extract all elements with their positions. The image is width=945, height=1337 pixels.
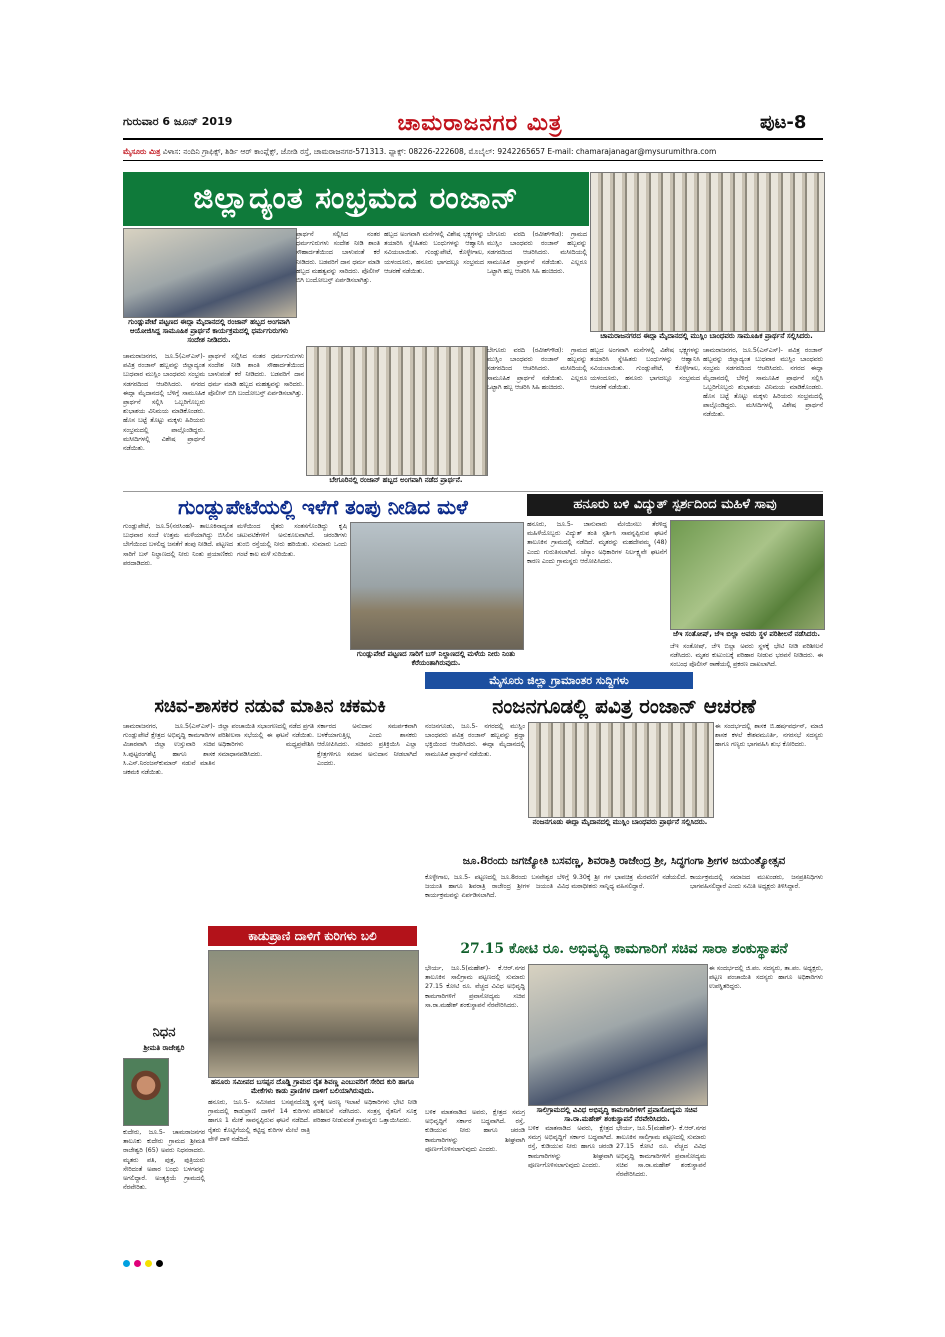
works-headline: 27.15 ಕೋಟಿ ರೂ. ಅಭಿವೃದ್ಧಿ ಕಾಮಗಾರಿಗೆ ಸಚಿವ ಸಾರಾ ಶಂಕುಸ್ಥಾಪನೆ bbox=[460, 941, 788, 957]
lead-banner: ಜಿಲ್ಲಾದ್ಯಂತ ಸಂಭ್ರಮದ ರಂಜಾನ್ bbox=[123, 172, 589, 226]
lead-photo2-caption: ಚಾಮರಾಜನಗರದ ಈದ್ಗಾ ಮೈದಾನದಲ್ಲಿ ಮುಸ್ಲಿಂ ಬಾಂಧವರು ಸಾಮೂಹಿಕ ಪ್ರಾರ್ಥನೆ ಸಲ್ಲಿಸಿದರು. bbox=[600, 332, 813, 340]
obituary-portrait bbox=[123, 1058, 169, 1126]
works-col1b: ಬಳಿಕ ಮಾತನಾಡಿದ ಅವರು, ಕ್ಷೇತ್ರದ ಸಮಗ್ರ ಅಭಿವೃದ್ಧಿಗೆ ಸರ್ಕಾರ ಬದ್ಧವಾಗಿದೆ. ರಸ್ತೆ, ಕುಡಿಯುವ ನೀರು ಹಾಗೂ ಚರಂಡಿ ಕಾಮಗಾರಿಗಳನ್ನು ಶೀಘ್ರವಾಗಿ ಪೂರ್ಣಗೊಳಿಸಲಾಗುವುದು ಎಂದರು. bbox=[425, 1109, 525, 1153]
lead-col6: ಚಾಮರಾಜನಗರ, ಜೂ.5(ಎಸ್‍ಎಸ್)- ಪವಿತ್ರ ರಂಜಾನ್ ಹಬ್ಬವನ್ನು ಜಿಲ್ಲಾದ್ಯಂತ ಬುಧವಾರ ಮುಸ್ಲಿಂ ಬಾಂಧವರು ಸಂಭ್ರಮ ಸಡಗರದಿಂದ ಆಚರಿಸಿದರು. ನಗರದ ಈದ್ಗಾ ಮೈದಾನದಲ್ಲಿ ಬೆಳಿಗ್ಗೆ ಸಾಮೂಹಿಕ ಪ್ರಾರ್ಥನೆ ಸಲ್ಲಿಸಿ ಒಬ್ಬರಿಗೊಬ್ಬರು ಶುಭಾಶಯ ವಿನಿಮಯ ಮಾಡಿಕೊಂಡರು. ಹೊಸ ಬಟ್ಟೆ ತೊಟ್ಟು ಮಕ್ಕಳು ಹಿರಿಯರು ಸಂಭ್ರಮದಲ್ಲಿ ಪಾಲ್ಗೊಂಡಿದ್ದರು. ಮಸೀದಿಗಳಲ್ಲಿ ವಿಶೇಷ ಪ್ರಾರ್ಥನೆ ನಡೆಯಿತು. bbox=[703, 347, 823, 419]
lead-col1: ಚಾಮರಾಜನಗರ, ಜೂ.5(ಎಸ್‍ಎಸ್)- ಪವಿತ್ರ ರಂಜಾನ್ ಹಬ್ಬವನ್ನು ಜಿಲ್ಲಾದ್ಯಂತ ಬುಧವಾರ ಮುಸ್ಲಿಂ ಬಾಂಧವರು ಸಂಭ್ರಮ ಸಡಗರದಿಂದ ಆಚರಿಸಿದರು. ನಗರದ ಈದ್ಗಾ ಮೈದಾನದಲ್ಲಿ ಬೆಳಿಗ್ಗೆ ಸಾಮೂಹಿಕ ಪ್ರಾರ್ಥನೆ ಸಲ್ಲಿಸಿ ಒಬ್ಬರಿಗೊಬ್ಬರು ಶುಭಾಶಯ ವಿನಿಮಯ ಮಾಡಿಕೊಂಡರು. ಹೊಸ ಬಟ್ಟೆ ತೊಟ್ಟು ಮಕ್ಕಳು ಹಿರಿಯರು ಸಂಭ್ರಮದಲ್ಲಿ ಪಾಲ್ಗೊಂಡಿದ್ದರು. ಮಸೀದಿಗಳಲ್ಲಿ ವಿಶೇಷ ಪ್ರಾರ್ಥನೆ ನಡೆಯಿತು. bbox=[123, 353, 205, 453]
electric-col1: ಹನೂರು, ಜೂ.5- ಜಾನುವಾರು ಮೇಯಿಸಲು ತೆರಳಿದ್ದ ಮಹಿಳೆಯೊಬ್ಬರು ವಿದ್ಯುತ್ ತಂತಿ ಸ್ಪರ್ಶಿಸಿ ಸಾವನ್ನಪ್ಪಿರುವ ಘಟನೆ ತಾಲೂಕಿನ ಗ್ರಾಮದಲ್ಲಿ ನಡೆದಿದೆ. ಮೃತರನ್ನು ಮಹದೇವಮ್ಮ (48) ಎಂದು ಗುರುತಿಸಲಾಗಿದೆ. ಚೆಸ್ಕಾಂ ಅಧಿಕಾರಿಗಳ ನಿರ್ಲಕ್ಷ್ಯವೇ ಘಟನೆಗೆ ಕಾರಣ ಎಂದು ಗ್ರಾಮಸ್ಥರು ಆರೋಪಿಸಿದರು. bbox=[527, 521, 667, 565]
electric-headline: ಹನೂರು ಬಳಿ ವಿದ್ಯುತ್ ಸ್ಪರ್ಶದಿಂದ ಮಹಿಳೆ ಸಾವು bbox=[527, 494, 823, 516]
paper-masthead: ಚಾಮರಾಜನಗರ ಮಿತ್ರ bbox=[397, 110, 563, 136]
works-col1: ಭೇರ್ಯ, ಜೂ.5(ಮಹೇಶ್)- ಕೆ.ಆರ್.ನಗರ ತಾಲೂಕಿನ ಸಾಲಿಗ್ರಾಮ ಪಟ್ಟಣದಲ್ಲಿ ಸುಮಾರು 27.15 ಕೋಟಿ ರೂ. ವೆಚ್ಚದ ವಿವಿಧ ಅಭಿವೃದ್ಧಿ ಕಾಮಗಾರಿಗಳಿಗೆ ಪ್ರವಾಸೋದ್ಯಮ ಸಚಿವ ಸಾ.ರಾ.ಮಹೇಶ್ ಶಂಕುಸ್ಥಾಪನೆ ನೆರವೇರಿಸಿದರು. bbox=[425, 965, 525, 1009]
nanjangud-headline: ನಂಜನಗೂಡಲ್ಲಿ ಪವಿತ್ರ ರಂಜಾನ್ ಆಚರಣೆ bbox=[492, 694, 756, 718]
lead-photo1-caption: ಗುಂಡ್ಲುಪೇಟೆ ಪಟ್ಟಣದ ಈದ್ಗಾ ಮೈದಾನದಲ್ಲಿ ರಂಜಾನ್ ಹಬ್ಬದ ಅಂಗವಾಗಿ ಆಯೋಜಿಸಿದ್ದ ಸಾಮೂಹಿಕ ಪ್ರಾರ್ಥನೆ ಕಾರ್ಯಕ್ರಮದಲ್ಲಿ ಧರ್ಮಗುರುಗಳು ಸಂದೇಶ ನೀಡಿದರು. bbox=[128, 318, 290, 344]
sheep-col1: ಹನೂರು, ಜೂ.5- ಸಮೀಪದ ಬಸಪ್ಪನದೊಡ್ಡಿ ಗ್ರಾಮದಲ್ಲಿ ಕಾಡುಪ್ರಾಣಿ ದಾಳಿಗೆ 14 ಕುರಿಗಳು ಹಾಗೂ 1 ಮೇಕೆ ಸಾವನ್ನಪ್ಪಿರುವ ಘಟನೆ ನಡೆದಿದೆ. ರೈತರು ಕೊಟ್ಟಿಗೆಯಲ್ಲಿ ಕಟ್ಟಿದ್ದ ಕುರಿಗಳ ಮೇಲೆ ರಾತ್ರಿ ವೇಳೆ ದಾಳಿ ನಡೆದಿದೆ. bbox=[208, 1099, 310, 1143]
magenta-dot bbox=[134, 1260, 141, 1267]
lead-photo-begur bbox=[306, 346, 488, 476]
nanjangud-photo-caption: ನಂಜನಗೂಡು ಈದ್ಗಾ ಮೈದಾನದಲ್ಲಿ ಮುಸ್ಲಿಂ ಬಾಂಧವರು ಪ್ರಾರ್ಥನೆ ಸಲ್ಲಿಸಿದರು. bbox=[532, 818, 708, 826]
lead-photo-crowd bbox=[590, 172, 825, 332]
birthday-headline: ಜೂ.8ರಂದು ಜಗಜ್ಯೋತಿ ಬಸವಣ್ಣ, ಶಿವರಾತ್ರಿ ರಾಜೇಂದ್ರ ಶ್ರೀ, ಸಿದ್ಧಗಂಗಾ ಶ್ರೀಗಳ ಜಯಂತ್ಯೋತ್ಸವ bbox=[462, 855, 786, 867]
district-news-strip: ಮೈಸೂರು ಜಿಲ್ಲಾ ಗ್ರಾಮಾಂತರ ಸುದ್ದಿಗಳು bbox=[425, 672, 693, 689]
cyan-dot bbox=[123, 1260, 130, 1267]
page-number: ಪುಟ-8 bbox=[760, 112, 807, 133]
masthead-rule bbox=[123, 138, 823, 140]
rain-col2: ಮಳೆಯಿಂದ ರೈತರು ಸಂತಸಗೊಂಡಿದ್ದು ಕೃಷಿ ಚಟುವಟಿಕೆಗಳಿಗೆ ಅನುಕೂಲವಾಗಿದೆ. ಚರಂಡಿಗಳು ತುಂಬಿ ರಸ್ತೆಯಲ್ಲಿ ನೀರು ಹರಿಯಿತು. ಸುಮಾರು ಒಂದು ಗಂಟೆ ಕಾಲ ಮಳೆ ಸುರಿಯಿತು. bbox=[237, 523, 347, 558]
obituary-text: ಕುದೇರು, ಜೂ.5- ಚಾಮರಾಜನಗರ ತಾಲೂಕು ಕುದೇರು ಗ್ರಾಮದ ಶ್ರೀಮತಿ ರಾಜೇಶ್ವರಿ (65) ಅವರು ನಿಧನರಾದರು. ಮೃತರು ಪತಿ, ಪುತ್ರ, ಪುತ್ರಿಯರು ಸೇರಿದಂತೆ ಅಪಾರ ಬಂಧು ಬಳಗವನ್ನು ಅಗಲಿದ್ದಾರೆ. ಅಂತ್ಯಕ್ರಿಯೆ ಗ್ರಾಮದಲ್ಲಿ ನೆರವೇರಿತು. bbox=[123, 1129, 205, 1192]
birthday-col2: ಬೆಳಿಗ್ಗೆ 9.30ಕ್ಕೆ ಶ್ರೀ ಗಳ ಭಾವಚಿತ್ರ ಮೆರವಣಿಗೆ ನಡೆಯಲಿದೆ. ವಿವಿಧ ಮಠಾಧೀಶರು ಸಾನ್ನಿಧ್ಯ ವಹಿಸಲಿದ್ದಾರೆ. bbox=[557, 874, 687, 891]
obituary-name: ಶ್ರೀಮತಿ ರಾಜೇಶ್ವರಿ bbox=[143, 1044, 185, 1052]
registration-marks bbox=[123, 1252, 823, 1260]
electric-photo-caption: ಜೆಇ ಸಂತೋಷ್, ಜೆಇ ಬಿಲ್ಲಾ ಅವರು ಸ್ಥಳ ಪರಿಶೀಲನೆ ನಡೆಸಿದರು. bbox=[672, 630, 821, 638]
lead-col4b: ಬೇಗೂರು ವರದಿ (ರವೀಶ್‍ಗೌಡ): ಗ್ರಾಮದ ಮುಸ್ಲಿಂ ಬಾಂಧವರು ರಂಜಾನ್ ಹಬ್ಬವನ್ನು ಸಡಗರದಿಂದ ಆಚರಿಸಿದರು. ಮಸೀದಿಯಲ್ಲಿ ಸಾಮೂಹಿಕ ಪ್ರಾರ್ಥನೆ ನಡೆಯಿತು. ಎಲ್ಲರೂ ಒಟ್ಟಾಗಿ ಹಬ್ಬ ಆಚರಿಸಿ ಸಿಹಿ ಹಂಚಿದರು. bbox=[487, 347, 587, 391]
works-photo-caption: ಸಾಲಿಗ್ರಾಮದಲ್ಲಿ ವಿವಿಧ ಅಭಿವೃದ್ಧಿ ಕಾಮಗಾರಿಗಳಿಗೆ ಪ್ರವಾಸೋದ್ಯಮ ಸಚಿವ ಸಾ.ರಾ.ಮಹೇಶ್ ಶಂಕುಸ್ಥಾಪನೆ ನೆರವೇರಿಸಿದರು. bbox=[536, 1106, 698, 1123]
works-photo bbox=[528, 964, 708, 1106]
birthday-col3: ಕಾರ್ಯಕ್ರಮದಲ್ಲಿ ಸಮಾಜದ ಮುಖಂಡರು, ಜನಪ್ರತಿನಿಧಿಗಳು ಭಾಗವಹಿಸಲಿದ್ದಾರೆ ಎಂದು ಸಮಿತಿ ಅಧ್ಯಕ್ಷರು ತಿಳಿಸಿದ್ದಾರೆ. bbox=[690, 874, 823, 891]
lead-photo3-caption: ಬೇಗೂರಿನಲ್ಲಿ ರಂಜಾನ್ ಹಬ್ಬದ ಅಂಗವಾಗಿ ನಡೆದ ಪ್ರಾರ್ಥನೆ. bbox=[329, 476, 463, 484]
lead-col4: ಬೇಗೂರು ವರದಿ (ರವೀಶ್‍ಗೌಡ): ಗ್ರಾಮದ ಮುಸ್ಲಿಂ ಬಾಂಧವರು ರಂಜಾನ್ ಹಬ್ಬವನ್ನು ಸಡಗರದಿಂದ ಆಚರಿಸಿದರು. ಮಸೀದಿಯಲ್ಲಿ ಸಾಮೂಹಿಕ ಪ್ರಾರ್ಥನೆ ನಡೆಯಿತು. ಎಲ್ಲರೂ ಒಟ್ಟಾಗಿ ಹಬ್ಬ ಆಚರಿಸಿ ಸಿಹಿ ಹಂಚಿದರು. bbox=[487, 231, 587, 275]
nanjangud-photo bbox=[528, 722, 714, 818]
lead-col5: ಹಬ್ಬದ ಅಂಗವಾಗಿ ಮನೆಗಳಲ್ಲಿ ವಿಶೇಷ ಭಕ್ಷ್ಯಗಳನ್ನು ತಯಾರಿಸಿ ಸ್ನೇಹಿತರು ಬಂಧುಗಳನ್ನು ಆಹ್ವಾನಿಸಿ ಸವಿಯಲಾಯಿತು. ಗುಂಡ್ಲುಪೇಟೆ, ಕೊಳ್ಳೇಗಾಲ, ಯಳಂದೂರು, ಹನೂರು ಭಾಗದಲ್ಲೂ ಸಂಭ್ರಮದ ಆಚರಣೆ ನಡೆಯಿತು. bbox=[590, 347, 700, 391]
lead-col3: ಹಬ್ಬದ ಅಂಗವಾಗಿ ಮನೆಗಳಲ್ಲಿ ವಿಶೇಷ ಭಕ್ಷ್ಯಗಳನ್ನು ತಯಾರಿಸಿ ಸ್ನೇಹಿತರು ಬಂಧುಗಳನ್ನು ಆಹ್ವಾನಿಸಿ ಸವಿಯಲಾಯಿತು. ಗುಂಡ್ಲುಪೇಟೆ, ಕೊಳ್ಳೇಗಾಲ, ಯಳಂದೂರು, ಹನೂರು ಭಾಗದಲ್ಲೂ ಸಂಭ್ರಮದ ಆಚರಣೆ ನಡೆಯಿತು. bbox=[384, 231, 484, 275]
issue-date: ಗುರುವಾರ 6 ಜೂನ್ 2019 bbox=[123, 115, 233, 128]
obituary-heading: ನಿಧನ bbox=[152, 1025, 176, 1040]
minister-col3: ಸರ್ಕಾರದ ಅನುದಾನ ಸಮರ್ಪಕವಾಗಿ ಬಳಕೆಯಾಗುತ್ತಿಲ್ಲ ಎಂದು ಶಾಸಕರು ಆರೋಪಿಸಿದರು. ಸಚಿವರು ಪ್ರತಿಕ್ರಿಯಿಸಿ ಎಲ್ಲಾ ಕ್ಷೇತ್ರಗಳಿಗೂ ಸಮಾನ ಅನುದಾನ ನೀಡಲಾಗಿದೆ ಎಂದರು. bbox=[317, 723, 417, 767]
minister-col2: ಜಿಲ್ಲಾ ಪಂಚಾಯಿತಿ ಸಭಾಂಗಣದಲ್ಲಿ ನಡೆದ ಪ್ರಗತಿ ಪರಿಶೀಲನಾ ಸಭೆಯಲ್ಲಿ ಈ ಘಟನೆ ನಡೆಯಿತು. ಅಧಿಕಾರಿಗಳು ಮಧ್ಯಪ್ರವೇಶಿಸಿ ಸಮಾಧಾನಪಡಿಸಿದರು. bbox=[218, 723, 314, 758]
electric-photo bbox=[670, 520, 825, 630]
rain-col1: ಗುಂಡ್ಲುಪೇಟೆ, ಜೂ.5(ನರಸಿಂಹ)- ತಾಲೂಕಿನಾದ್ಯಂತ ಬುಧವಾರ ಸಂಜೆ ಉತ್ತಮ ಮಳೆಯಾಗಿದ್ದು ಬಿಸಿಲಿನ ಬೇಗೆಯಿಂದ ಬಳಲಿದ್ದ ಜನತೆಗೆ ತಂಪು ನೀಡಿದೆ. ಪಟ್ಟಣದ ಸಾರಿಗೆ ಬಸ್ ನಿಲ್ದಾಣದಲ್ಲಿ ನೀರು ನಿಂತು ಪ್ರಯಾಣಿಕರು ಪರದಾಡಿದರು. bbox=[123, 523, 233, 567]
sheep-photo bbox=[208, 950, 419, 1078]
electric-col2: ಜೆಇ ಸಂತೋಷ್, ಜೆಇ ಬಿಲ್ಲಾ ಅವರು ಸ್ಥಳಕ್ಕೆ ಭೇಟಿ ನೀಡಿ ಪರಿಶೀಲನೆ ನಡೆಸಿದರು. ಮೃತರ ಕುಟುಂಬಕ್ಕೆ ಪರಿಹಾರ ನೀಡುವ ಭರವಸೆ ನೀಡಿದರು. ಈ ಸಂಬಂಧ ಪೊಲೀಸ್ ಠಾಣೆಯಲ್ಲಿ ಪ್ರಕರಣ ದಾಖಲಾಗಿದೆ. bbox=[670, 643, 823, 669]
address-rule bbox=[123, 160, 823, 161]
sheep-col2: ಸ್ಥಳಕ್ಕೆ ಅರಣ್ಯ ಇಲಾಖೆ ಅಧಿಕಾರಿಗಳು ಭೇಟಿ ನೀಡಿ ಪರಿಶೀಲನೆ ನಡೆಸಿದರು. ಸಂತ್ರಸ್ತ ರೈತನಿಗೆ ಸೂಕ್ತ ಪರಿಹಾರ ನೀಡುವಂತೆ ಗ್ರಾಮಸ್ಥರು ಒತ್ತಾಯಿಸಿದರು. bbox=[313, 1099, 417, 1125]
birthday-col1: ಕೊಳ್ಳೇಗಾಲ, ಜೂ.5- ಪಟ್ಟಣದಲ್ಲಿ ಜೂ.8ರಂದು ಬಸವೇಶ್ವರ ಜಯಂತಿ ಹಾಗೂ ಶಿವರಾತ್ರಿ ರಾಜೇಂದ್ರ ಶ್ರೀಗಳ ಜಯಂತಿ ಕಾರ್ಯಕ್ರಮವನ್ನು ಏರ್ಪಡಿಸಲಾಗಿದೆ. bbox=[425, 874, 553, 900]
nanjangud-col2: ಈ ಸಂದರ್ಭದಲ್ಲಿ ಶಾಸಕ ಬಿ.ಹರ್ಷವರ್ಧನ್, ಮಾಜಿ ಶಾಸಕ ಕಳಲೆ ಕೇಶವಮೂರ್ತಿ, ನಗರಸಭೆ ಸದಸ್ಯರು ಹಾಗೂ ಗಣ್ಯರು ಭಾಗವಹಿಸಿ ಶುಭ ಕೋರಿದರು. bbox=[715, 723, 823, 749]
divider bbox=[123, 491, 823, 492]
black-dot bbox=[156, 1260, 163, 1267]
address-line bbox=[123, 147, 823, 157]
yellow-dot bbox=[145, 1260, 152, 1267]
rain-headline: ಗುಂಡ್ಲುಪೇಟೆಯಲ್ಲಿ ಇಳೆಗೆ ತಂಪು ನೀಡಿದ ಮಳೆ bbox=[178, 495, 468, 519]
lead-photo-gundlupet bbox=[123, 228, 297, 318]
works-col2: ಬಳಿಕ ಮಾತನಾಡಿದ ಅವರು, ಕ್ಷೇತ್ರದ ಸಮಗ್ರ ಅಭಿವೃದ್ಧಿಗೆ ಸರ್ಕಾರ ಬದ್ಧವಾಗಿದೆ. ರಸ್ತೆ, ಕುಡಿಯುವ ನೀರು ಹಾಗೂ ಚರಂಡಿ ಕಾಮಗಾರಿಗಳನ್ನು ಶೀಘ್ರವಾಗಿ ಪೂರ್ಣಗೊಳಿಸಲಾಗುವುದು ಎಂದರು. bbox=[528, 1125, 613, 1169]
sheep-photo-caption: ಹನೂರು ಸಮೀಪದ ಬಸಪ್ಪನ ದೊಡ್ಡಿ ಗ್ರಾಮದ ರೈತ ಶಿವಣ್ಣ ಎಂಬುವರಿಗೆ ಸೇರಿದ ಕುರಿ ಹಾಗೂ ಮೇಕೆಗಳು ಕಾಡು ಪ್ರಾಣಿಗಳ ದಾಳಿಗೆ ಬಲಿಯಾಗಿರುವುದು. bbox=[211, 1078, 414, 1095]
works-col2b: ಭೇರ್ಯ, ಜೂ.5(ಮಹೇಶ್)- ಕೆ.ಆರ್.ನಗರ ತಾಲೂಕಿನ ಸಾಲಿಗ್ರಾಮ ಪಟ್ಟಣದಲ್ಲಿ ಸುಮಾರು 27.15 ಕೋಟಿ ರೂ. ವೆಚ್ಚದ ವಿವಿಧ ಅಭಿವೃದ್ಧಿ ಕಾಮಗಾರಿಗಳಿಗೆ ಪ್ರವಾಸೋದ್ಯಮ ಸಚಿವ ಸಾ.ರಾ.ಮಹೇಶ್ ಶಂಕುಸ್ಥಾಪನೆ ನೆರವೇರಿಸಿದರು. bbox=[616, 1125, 706, 1179]
minister-col1: ಚಾಮರಾಜನಗರ, ಜೂ.5(ಎಸ್‍ಎಸ್)- ಗುಂಡ್ಲುಪೇಟೆ ಕ್ಷೇತ್ರದ ಅಭಿವೃದ್ಧಿ ಕಾಮಗಾರಿಗಳ ವಿಚಾರವಾಗಿ ಜಿಲ್ಲಾ ಉಸ್ತುವಾರಿ ಸಚಿವ ಸಿ.ಪುಟ್ಟರಂಗಶೆಟ್ಟಿ ಹಾಗೂ ಶಾಸಕ ಸಿ.ಎಸ್.ನಿರಂಜನ್‍ಕುಮಾರ್ ನಡುವೆ ಮಾತಿನ ಚಕಮಕಿ ನಡೆಯಿತು. bbox=[123, 723, 215, 777]
address-text: ವಿಳಾಸ: ನಂದಿನಿ ಗ್ರಾಫಿಕ್ಸ್, ಶಿರ್ಡಿ ಆರ್ ಕಾಂಪ್ಲೆಕ್ಸ್, ಜೋಡಿ ರಸ್ತೆ, ಚಾಮರಾಜನಗರ-571313. ಫ್ಯಾಕ್ಸ್: 08226-222608, ಮೊಬೈಲ್: 9242265657 E-mail: chamarajanagar@mysurumithra.com bbox=[162, 147, 717, 156]
rain-photo-caption: ಗುಂಡ್ಲುಪೇಟೆ ಪಟ್ಟಣದ ಸಾರಿಗೆ ಬಸ್ ನಿಲ್ದಾಣದಲ್ಲಿ ಮಳೆಯ ನೀರು ನಿಂತು ಕೆರೆಯಂತಾಗಿರುವುದು. bbox=[356, 650, 516, 667]
sheep-headline: ಕಾಡುಪ್ರಾಣಿ ದಾಳಿಗೆ ಕುರಿಗಳು ಬಲಿ bbox=[208, 926, 417, 946]
rain-photo-bus bbox=[350, 522, 524, 650]
nanjangud-col1: ನಂಜನಗೂಡು, ಜೂ.5- ನಗರದಲ್ಲಿ ಮುಸ್ಲಿಂ ಬಾಂಧವರು ಪವಿತ್ರ ರಂಜಾನ್ ಹಬ್ಬವನ್ನು ಶ್ರದ್ಧಾ ಭಕ್ತಿಯಿಂದ ಆಚರಿಸಿದರು. ಈದ್ಗಾ ಮೈದಾನದಲ್ಲಿ ಸಾಮೂಹಿಕ ಪ್ರಾರ್ಥನೆ ನಡೆಯಿತು. bbox=[425, 723, 525, 758]
address-brand: ಮೈಸೂರು ಮಿತ್ರ bbox=[123, 147, 161, 156]
works-col3: ಈ ಸಂದರ್ಭದಲ್ಲಿ ಜಿ.ಪಂ. ಸದಸ್ಯರು, ತಾ.ಪಂ. ಅಧ್ಯಕ್ಷರು, ಪಟ್ಟಣ ಪಂಚಾಯಿತಿ ಸದಸ್ಯರು ಹಾಗೂ ಅಧಿಕಾರಿಗಳು ಉಪಸ್ಥಿತರಿದ್ದರು. bbox=[709, 965, 823, 991]
minister-headline: ಸಚಿವ-ಶಾಸಕರ ನಡುವೆ ಮಾತಿನ ಚಕಮಕಿ bbox=[154, 696, 386, 717]
lead-col2: ಪ್ರಾರ್ಥನೆ ಸಲ್ಲಿಸಿದ ನಂತರ ಧರ್ಮಗುರುಗಳು ಸಂದೇಶ ನೀಡಿ ಶಾಂತಿ ಸೌಹಾರ್ದತೆಯಿಂದ ಬಾಳುವಂತೆ ಕರೆ ನೀಡಿದರು. ಬಡವರಿಗೆ ದಾನ ಧರ್ಮ ಮಾಡಿ ಹಬ್ಬದ ಮಹತ್ವವನ್ನು ಸಾರಿದರು. ಪೊಲೀಸ್ ಬಿಗಿ ಬಂದೋಬಸ್ತ್ ಏರ್ಪಡಿಸಲಾಗಿತ್ತು. bbox=[296, 231, 380, 285]
lead-col1b: ಪ್ರಾರ್ಥನೆ ಸಲ್ಲಿಸಿದ ನಂತರ ಧರ್ಮಗುರುಗಳು ಸಂದೇಶ ನೀಡಿ ಶಾಂತಿ ಸೌಹಾರ್ದತೆಯಿಂದ ಬಾಳುವಂತೆ ಕರೆ ನೀಡಿದರು. ಬಡವರಿಗೆ ದಾನ ಧರ್ಮ ಮಾಡಿ ಹಬ್ಬದ ಮಹತ್ವವನ್ನು ಸಾರಿದರು. ಪೊಲೀಸ್ ಬಿಗಿ ಬಂದೋಬಸ್ತ್ ಏರ್ಪಡಿಸಲಾಗಿತ್ತು. bbox=[208, 353, 304, 397]
